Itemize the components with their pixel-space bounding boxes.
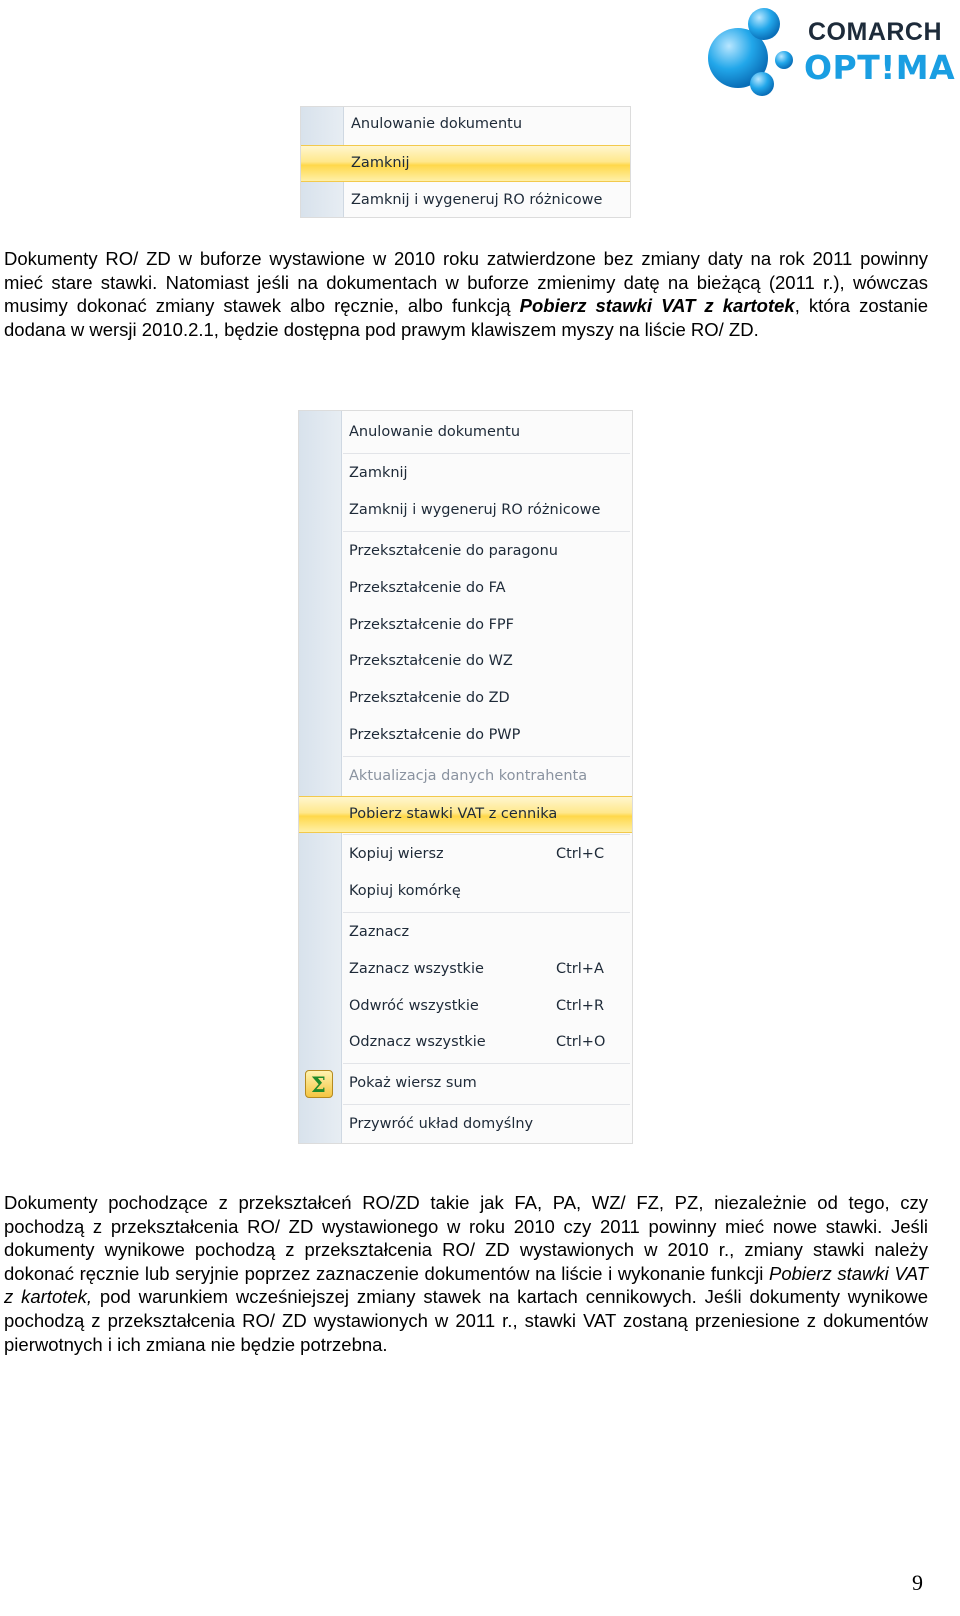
menu-item-shortcut: Ctrl+A <box>556 961 604 977</box>
menu-item-label: Przekształcenie do WZ <box>349 653 513 669</box>
menu-separator <box>343 834 630 835</box>
logo-product-text: OPT!MA <box>804 48 956 87</box>
menu-item-zaznacz-wszystkie[interactable] <box>299 952 632 989</box>
menu-separator <box>343 1063 630 1064</box>
menu-item-label: Zamknij i wygeneruj RO różnicowe <box>351 192 603 208</box>
context-menu-small <box>300 106 631 218</box>
menu-item-zaznacz[interactable] <box>299 915 632 952</box>
menu-item-label: Pokaż wiersz sum <box>349 1075 477 1091</box>
paragraph-bufor-info: Dokumenty RO/ ZD w buforze wystawione w 2010 roku zatwierdzone bez zmiany daty na rok 2011 powinny mieć stare stawki. Natomiast jeśli na dokumentach w buforze zmienimy datę na bieżącą (2011 r.), wówczas musimy dokonać zmiany stawek albo ręcznie, albo funkcją Pobierz stawki VAT z kartotek, która zostanie dodana w wersji 2010.2.1, będzie dostępna pod prawym klawiszem myszy na liście RO/ ZD. <box>4 248 929 340</box>
menu-item-label: Kopiuj wiersz <box>349 846 444 862</box>
menu-item-anulowanie[interactable] <box>299 415 632 452</box>
menu-item-label: Aktualizacja danych kontrahenta <box>349 768 588 784</box>
menu-item-zamknij-wygeneruj[interactable] <box>299 493 632 530</box>
logo-bubbles-icon <box>700 0 810 108</box>
menu-item-zamknij-wygeneruj[interactable] <box>301 183 630 220</box>
menu-item-label: Przekształcenie do PWP <box>349 727 521 743</box>
menu-item-label: Zaznacz <box>349 924 410 940</box>
menu-item-label: Zamknij <box>351 155 410 171</box>
menu-item-przeksztalcenie-fpf[interactable] <box>299 608 632 645</box>
comarch-optima-logo <box>700 0 956 108</box>
menu-item-shortcut: Ctrl+O <box>556 1034 606 1050</box>
menu-separator <box>343 756 630 757</box>
menu-item-label: Pobierz stawki VAT z cennika <box>349 806 558 822</box>
menu-item-label: Zamknij <box>349 465 408 481</box>
menu-item-label: Przekształcenie do ZD <box>349 690 510 706</box>
menu-item-label: Przywróć układ domyślny <box>349 1116 534 1132</box>
menu-item-label: Anulowanie dokumentu <box>351 116 523 132</box>
menu-separator <box>343 453 630 454</box>
menu-item-shortcut: Ctrl+C <box>556 846 605 862</box>
menu-item-label: Przekształcenie do FA <box>349 580 506 596</box>
menu-item-pokaz-wiersz-sum[interactable] <box>299 1066 632 1103</box>
menu-item-label: Kopiuj komórkę <box>349 883 461 899</box>
menu-item-odznacz-wszystkie[interactable] <box>299 1025 632 1062</box>
menu-item-kopiuj-wiersz[interactable] <box>299 837 632 874</box>
menu-item-shortcut: Ctrl+R <box>556 998 605 1014</box>
menu-item-label: Odwróć wszystkie <box>349 998 479 1014</box>
menu-item-przeksztalcenie-zd[interactable] <box>299 681 632 718</box>
menu-item-kopiuj-komorke[interactable] <box>299 874 632 911</box>
menu-separator <box>343 912 630 913</box>
function-name-emphasis: Pobierz stawki VAT z kartotek, <box>4 1262 928 1308</box>
function-name-emphasis: Pobierz stawki VAT z kartotek <box>519 295 795 317</box>
menu-separator <box>343 1104 630 1105</box>
context-menu-large <box>298 410 633 1144</box>
menu-item-aktualizacja-kontrahenta <box>299 759 632 796</box>
menu-item-przywroc-uklad[interactable] <box>299 1107 632 1144</box>
menu-item-pobierz-stawki-vat[interactable] <box>299 796 632 833</box>
menu-item-przeksztalcenie-fa[interactable] <box>299 571 632 608</box>
page-number: 9 <box>912 1570 923 1595</box>
menu-item-label: Anulowanie dokumentu <box>349 424 521 440</box>
logo-brand-text: COMARCH <box>808 18 943 46</box>
menu-item-odwroc-wszystkie[interactable] <box>299 989 632 1026</box>
menu-item-label: Zaznacz wszystkie <box>349 961 484 977</box>
menu-item-label: Przekształcenie do FPF <box>349 617 514 633</box>
menu-item-zamknij[interactable] <box>299 456 632 493</box>
menu-item-label: Odznacz wszystkie <box>349 1034 486 1050</box>
menu-item-przeksztalcenie-paragon[interactable] <box>299 534 632 571</box>
paragraph-przeksztalcenia-info: Dokumenty pochodzące z przekształceń RO/ZD takie jak FA, PA, WZ/ FZ, PZ, niezależnie od tego, czy pochodzą z przekształcenia RO/ ZD wystawionego w roku 2010 czy 2011 powinny mieć nowe stawki. Jeśli dokumenty wynikowe pochodzą z przekształcenia RO/ ZD wystawionych w 2010 r., zmiany stawki należy dokonać ręcznie lub seryjnie poprzez zaznaczenie dokumentów na liście i wykonanie funkcji Pobierz stawki VAT z kartotek, pod warunkiem wcześniejszej zmiany stawek na kartach cennikowych. Jeśli dokumenty wynikowe pochodzą z przekształcenia RO/ ZD wystawionych w 2011 r., stawki VAT zostaną przeniesione z dokumentów pierwotnych i ich zmiana nie będzie potrzebna. <box>4 1192 929 1355</box>
menu-item-anulowanie[interactable] <box>301 107 630 144</box>
menu-item-label: Przekształcenie do paragonu <box>349 543 558 559</box>
sum-icon: Σ <box>305 1070 333 1098</box>
menu-separator <box>343 531 630 532</box>
menu-item-zamknij[interactable] <box>301 145 630 182</box>
menu-item-przeksztalcenie-pwp[interactable] <box>299 718 632 755</box>
menu-item-przeksztalcenie-wz[interactable] <box>299 644 632 681</box>
menu-item-label: Zamknij i wygeneruj RO różnicowe <box>349 502 601 518</box>
